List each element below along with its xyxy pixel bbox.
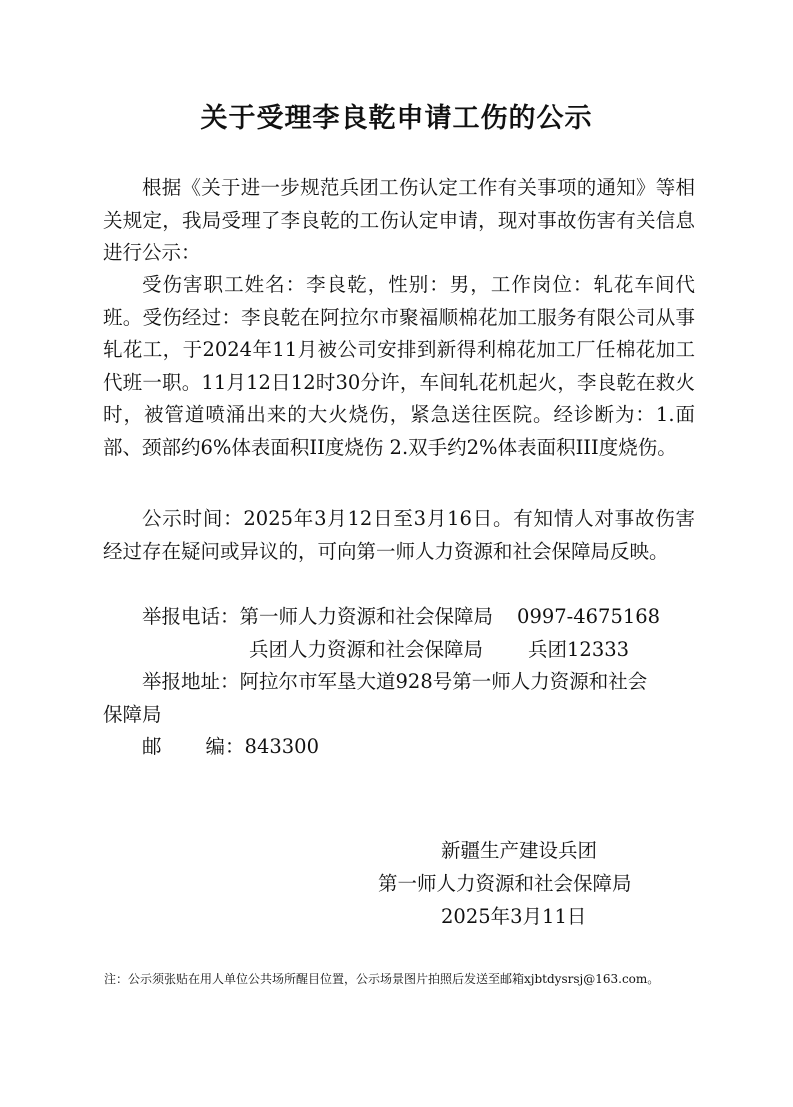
- address-row-2: [103, 699, 162, 732]
- hotline-row-2: [249, 634, 629, 667]
- hotline-org-2: 兵团人力资源和社会保障局: [249, 638, 484, 661]
- postcode-label-a: 邮: [142, 735, 162, 758]
- publicity-period-paragraph: 公示时间：2025年3月12日至3月16日。有知情人对事故伤害经过存在疑问或异议的，可向第一师人力资源和社会保障局反映。: [103, 507, 695, 563]
- signature-org-1: 新疆生产建设兵团: [441, 839, 598, 862]
- hotline-label: 举报电话：: [142, 605, 240, 628]
- hotline-org-1: 第一师人力资源和社会保障局: [239, 605, 494, 628]
- hotline-phone-1: 0997-4675168: [517, 605, 661, 628]
- address-label: 举报地址：: [142, 670, 240, 693]
- signature-org-2: 第一师人力资源和社会保障局: [378, 872, 632, 895]
- signature-date: 2025年3月11日: [441, 905, 587, 928]
- address-row-1: [142, 666, 647, 699]
- intro-paragraph: 根据《关于进一步规范兵团工伤认定工作有关事项的通知》等相关规定，我局受理了李良乾的工伤认定申请，现对事故伤害有关信息进行公示：: [103, 176, 695, 264]
- postcode-value: 843300: [244, 735, 319, 758]
- injury-details-paragraph: 受伤害职工姓名：李良乾，性别：男，工作岗位：轧花车间代班。受伤经过：李良乾在阿拉尔市聚福顺棉花加工服务有限公司从事轧花工，于2024年11月被公司安排到新得利棉花加工厂任棉花加工代班一职。11月12日12时30分许，车间轧花机起火，李良乾在救火时，被管道喷涌出来的大火烧伤，紧急送往医院。经诊断为：1.面部、颈部约6%体表面积II度烧伤 2.双手约2%体表面积III度烧伤。: [103, 273, 695, 459]
- footnote: 注：公示须张贴在用人单位公共场所醒目位置，公示场景图片拍照后发送至邮箱xjbtdysrsj@163.com。: [104, 972, 660, 986]
- postcode-label-b: 编：: [205, 735, 245, 758]
- hotline-row-1: [142, 601, 660, 634]
- address-line-1: 阿拉尔市军垦大道928号第一师人力资源和社会: [239, 670, 648, 693]
- address-line-2: 保障局: [103, 703, 162, 726]
- notice-title: 关于受理李良乾申请工伤的公示: [200, 103, 593, 134]
- hotline-phone-2: 兵团12333: [528, 638, 630, 661]
- postcode-row: [142, 731, 319, 764]
